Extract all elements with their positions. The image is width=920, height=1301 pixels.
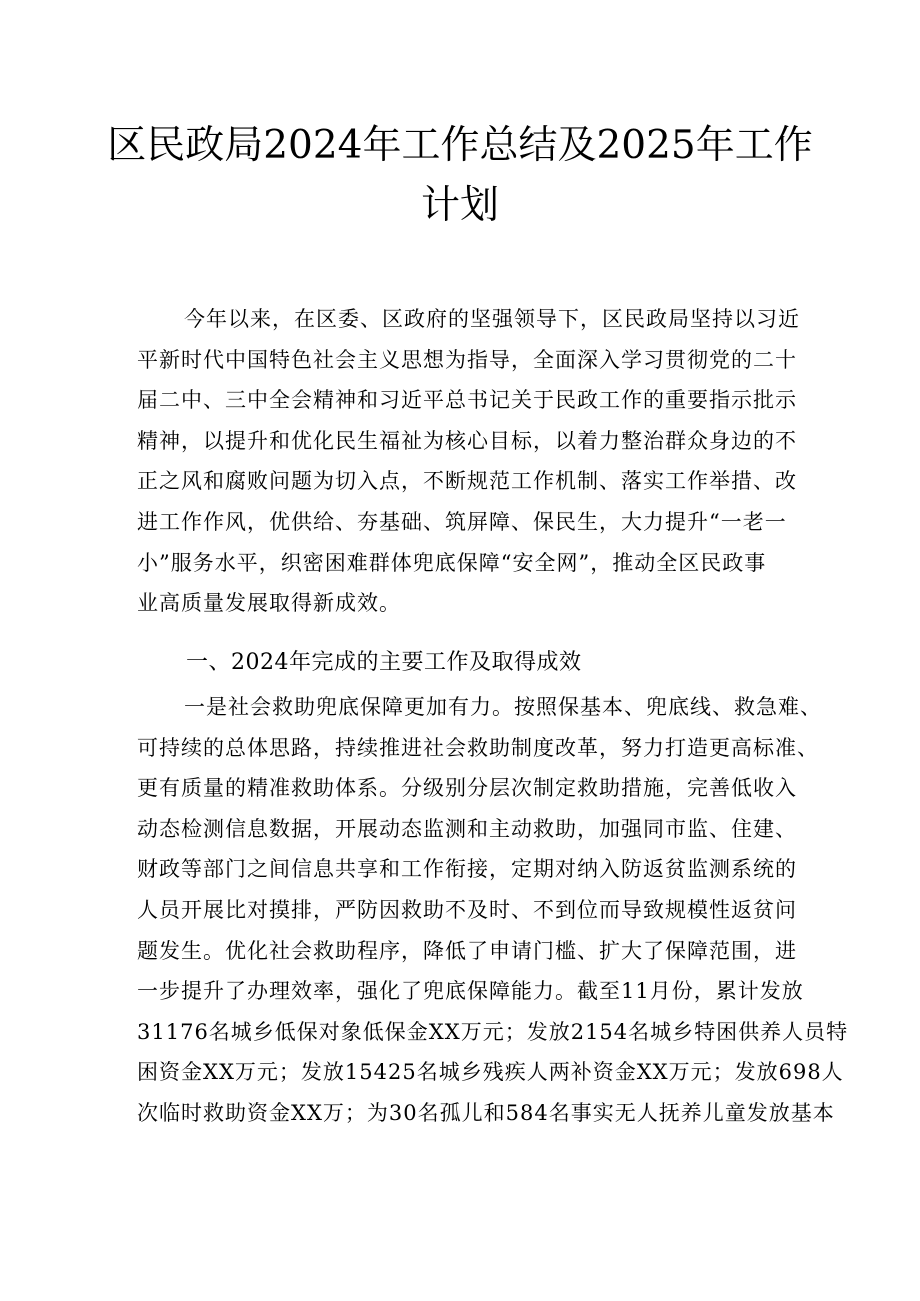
paragraph-line: 今年以来，在区委、区政府的坚强领导下，区民政局坚持以习近 [184, 307, 800, 331]
paragraph-line: 31176名城乡低保对象低保金XX万元；发放2154名城乡特困供养人员特 [137, 1019, 849, 1044]
document-title-line-1: 区民政局2024年工作总结及2025年工作 [107, 123, 813, 168]
paragraph-line: 一是社会救助兜底保障更加有力。按照保基本、兜底线、救急难、 [184, 695, 822, 719]
paragraph-line: 财政等部门之间信息共享和工作衔接，定期对纳入防返贫监测系统的 [137, 857, 797, 882]
paragraph-line: 可持续的总体思路，持续推进社会救助制度改革，努力打造更高标准、 [137, 735, 819, 760]
paragraph-line: 更有质量的精准救助体系。分级别分层次制定救助措施，完善低收入 [137, 776, 797, 801]
paragraph-line: 届二中、三中全会精神和习近平总书记关于民政工作的重要指示批示 [137, 388, 797, 413]
paragraph-line: 题发生。优化社会救助程序，降低了申请门槛、扩大了保障范围，进 [137, 938, 797, 963]
paragraph-line: 动态检测信息数据，开展动态监测和主动救助，加强同市监、住建、 [137, 816, 797, 841]
document-title-line-2: 计划 [420, 183, 499, 228]
paragraph-line: 平新时代中国特色社会主义思想为指导，全面深入学习贯彻党的二十 [137, 347, 797, 372]
paragraph-line: 正之风和腐败问题为切入点，不断规范工作机制、落实工作举措、改 [137, 469, 797, 494]
section-heading: 一、2024年完成的主要工作及取得成效 [186, 650, 582, 675]
paragraph-line: 次临时救助资金XX万；为30名孤儿和584名事实无人抚养儿童发放基本 [137, 1101, 835, 1125]
paragraph-line: 业高质量发展取得新成效。 [137, 591, 401, 616]
paragraph-line: 小”服务水平，织密困难群体兜底保障“安全网”，推动全区民政事 [137, 550, 767, 575]
paragraph-line: 一步提升了办理效率，强化了兜底保障能力。截至11月份，累计发放 [137, 979, 804, 1004]
paragraph-line: 精神，以提升和优化民生福祉为核心目标，以着力整治群众身边的不 [137, 428, 797, 453]
paragraph-line: 进工作作风，优供给、夯基础、筑屏障、保民生，大力提升“一老一 [137, 510, 787, 534]
paragraph-line: 困资金XX万元；发放15425名城乡残疾人两补资金XX万元；发放698人 [137, 1060, 844, 1085]
paragraph-line: 人员开展比对摸排，严防因救助不及时、不到位而导致规模性返贫问 [137, 898, 797, 922]
